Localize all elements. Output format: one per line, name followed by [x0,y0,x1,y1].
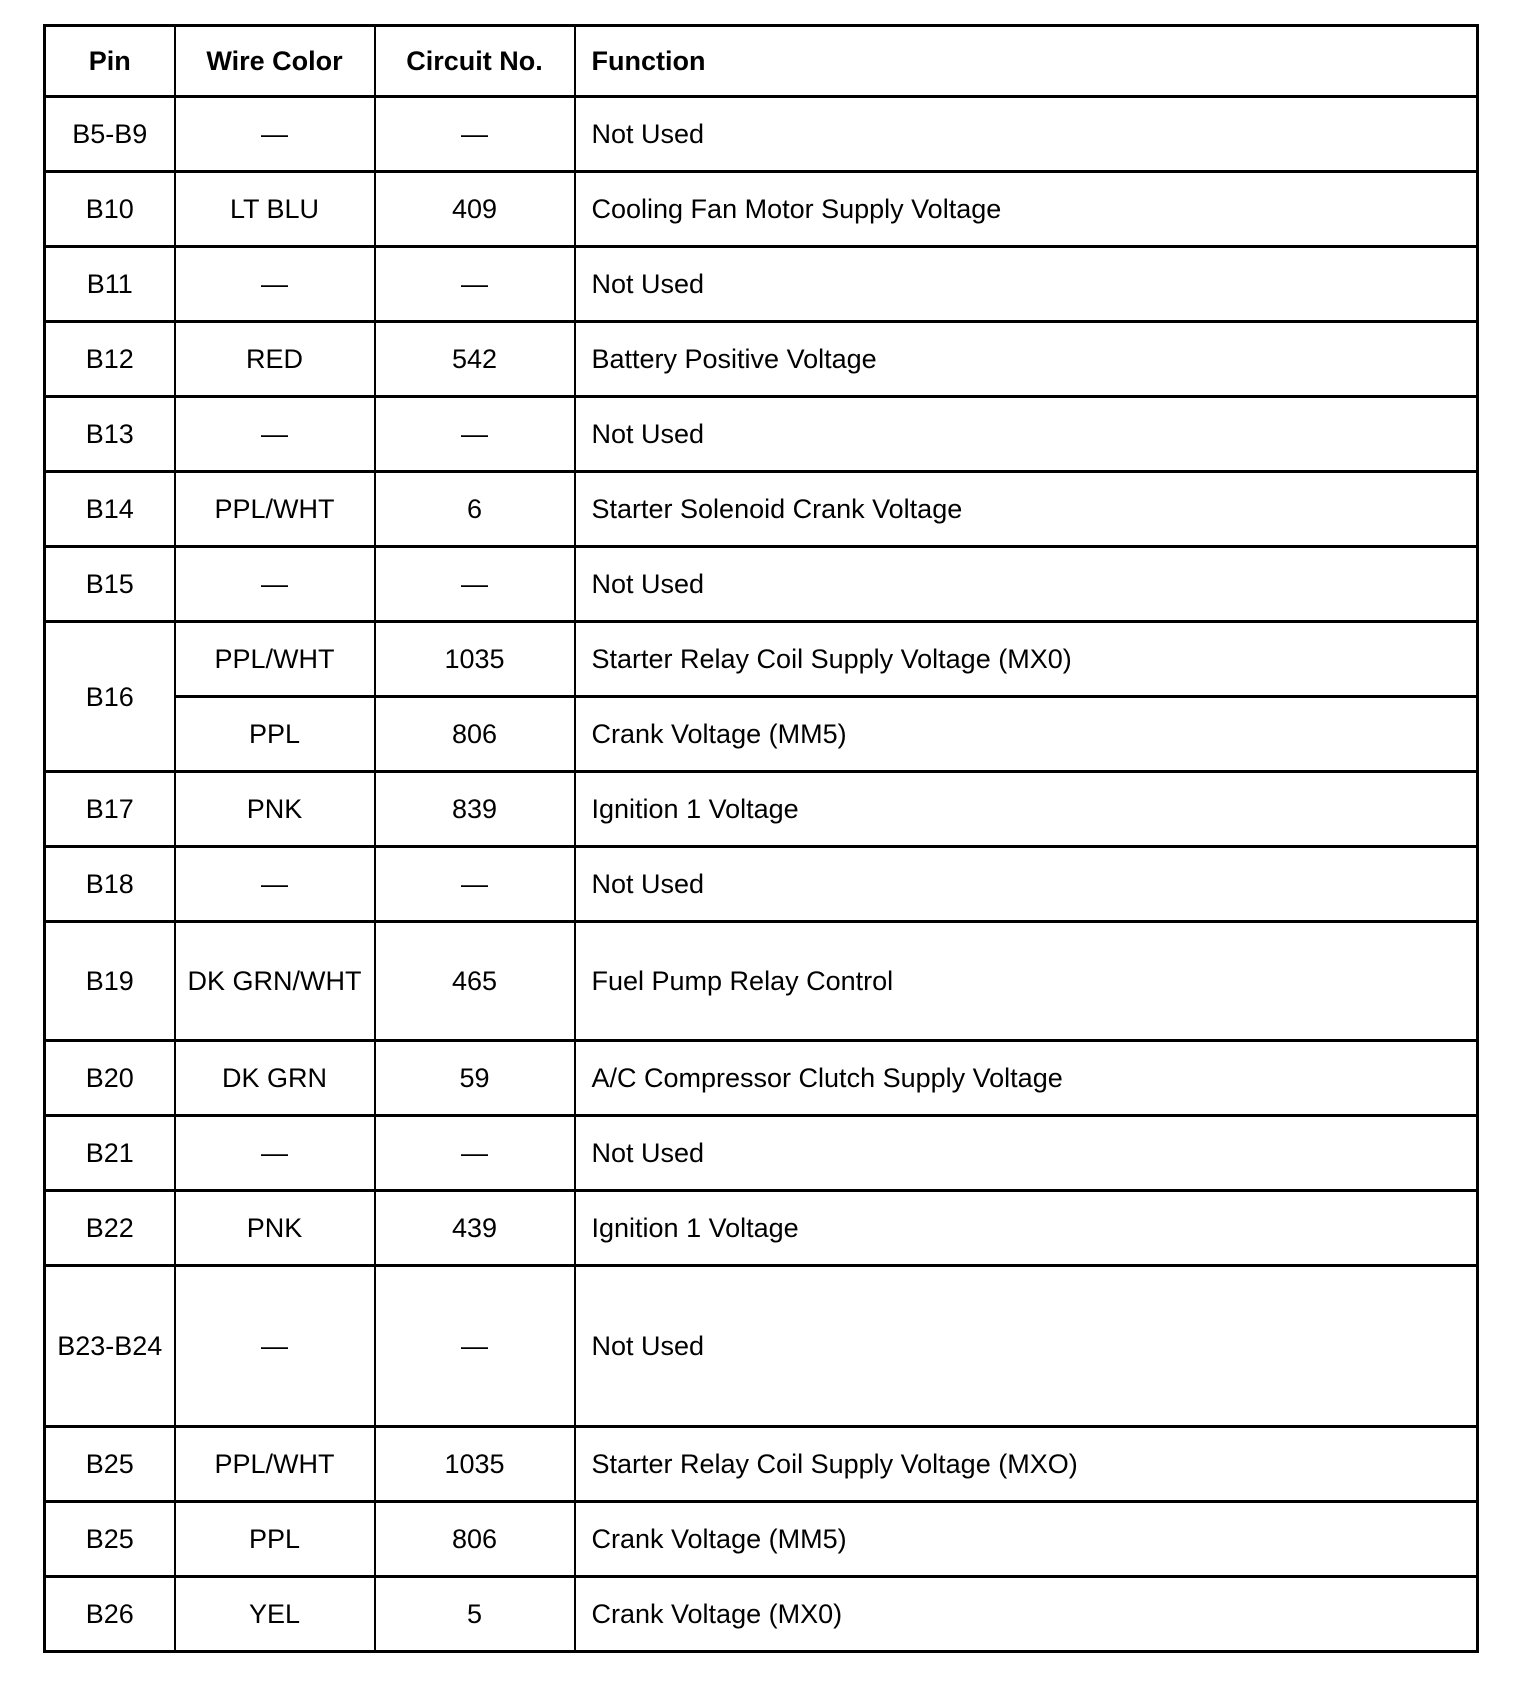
table-row [45,97,1478,172]
function-cell: Starter Relay Coil Supply Voltage (MXO) [575,1427,1478,1502]
function-cell: Not Used [575,97,1478,172]
wire-color-cell: PPL/WHT [175,1427,375,1502]
table-row [45,1041,1478,1116]
wire-color-cell: PPL [175,697,375,772]
circuit-no-cell: 5 [375,1577,575,1652]
circuit-no-cell: — [375,397,575,472]
wire-color-cell: — [175,1116,375,1191]
circuit-no-cell: 839 [375,772,575,847]
function-cell: Not Used [575,397,1478,472]
circuit-no-cell: — [375,1266,575,1427]
function-cell: Cooling Fan Motor Supply Voltage [575,172,1478,247]
circuit-no-cell: 806 [375,697,575,772]
pin-cell: B22 [45,1191,175,1266]
header-circuit-no: Circuit No. [375,26,575,97]
function-cell: Crank Voltage (MM5) [575,1502,1478,1577]
function-cell: Crank Voltage (MX0) [575,1577,1478,1652]
wire-color-cell: PNK [175,772,375,847]
circuit-no-cell: — [375,547,575,622]
table-row [45,772,1478,847]
circuit-no-cell: 542 [375,322,575,397]
function-cell: Not Used [575,547,1478,622]
pin-cell: B10 [45,172,175,247]
pin-cell: B12 [45,322,175,397]
table-row [45,1502,1478,1577]
table-row [45,1116,1478,1191]
pin-cell: B14 [45,472,175,547]
table-row [45,697,1478,772]
circuit-no-cell: 806 [375,1502,575,1577]
pin-cell: B25 [45,1427,175,1502]
pin-cell: B16 [45,622,175,772]
connector-pinout-table [43,24,1479,1653]
circuit-no-cell: 439 [375,1191,575,1266]
function-cell: Ignition 1 Voltage [575,772,1478,847]
table-row [45,1266,1478,1427]
wire-color-cell: — [175,547,375,622]
table-row [45,547,1478,622]
pin-cell: B17 [45,772,175,847]
wire-color-cell: PNK [175,1191,375,1266]
table-row [45,1191,1478,1266]
function-cell: A/C Compressor Clutch Supply Voltage [575,1041,1478,1116]
wire-color-cell: — [175,247,375,322]
pin-cell: B25 [45,1502,175,1577]
wire-color-cell: — [175,97,375,172]
function-cell: Battery Positive Voltage [575,322,1478,397]
table-row [45,247,1478,322]
wire-color-cell: PPL/WHT [175,622,375,697]
circuit-no-cell: 409 [375,172,575,247]
pin-cell: B21 [45,1116,175,1191]
pin-cell: B5-B9 [45,97,175,172]
function-cell: Not Used [575,847,1478,922]
wire-color-cell: PPL/WHT [175,472,375,547]
pin-cell: B23-B24 [45,1266,175,1427]
table-row [45,322,1478,397]
header-pin: Pin [45,26,175,97]
circuit-no-cell: 59 [375,1041,575,1116]
function-cell: Starter Solenoid Crank Voltage [575,472,1478,547]
table-row [45,472,1478,547]
wire-color-cell: YEL [175,1577,375,1652]
pin-cell: B18 [45,847,175,922]
circuit-no-cell: — [375,1116,575,1191]
wire-color-cell: RED [175,322,375,397]
table-row [45,847,1478,922]
circuit-no-cell: 6 [375,472,575,547]
wire-color-cell: — [175,1266,375,1427]
wire-color-cell: — [175,847,375,922]
function-cell: Not Used [575,1116,1478,1191]
wire-color-cell: LT BLU [175,172,375,247]
table-row [45,397,1478,472]
function-cell: Crank Voltage (MM5) [575,697,1478,772]
function-cell: Not Used [575,247,1478,322]
pin-cell: B13 [45,397,175,472]
table-header-row [45,26,1478,97]
header-function: Function [575,26,1478,97]
circuit-no-cell: 1035 [375,622,575,697]
table-row [45,1427,1478,1502]
pin-cell: B19 [45,922,175,1041]
pin-cell: B26 [45,1577,175,1652]
wire-color-cell: — [175,397,375,472]
circuit-no-cell: — [375,247,575,322]
pin-cell: B11 [45,247,175,322]
table-row [45,922,1478,1041]
header-wire-color: Wire Color [175,26,375,97]
function-cell: Fuel Pump Relay Control [575,922,1478,1041]
wire-color-cell: DK GRN [175,1041,375,1116]
function-cell: Ignition 1 Voltage [575,1191,1478,1266]
function-cell: Not Used [575,1266,1478,1427]
table-row [45,622,1478,697]
pin-cell: B15 [45,547,175,622]
function-cell: Starter Relay Coil Supply Voltage (MX0) [575,622,1478,697]
wire-color-cell: DK GRN/WHT [175,922,375,1041]
pin-cell: B20 [45,1041,175,1116]
circuit-no-cell: — [375,97,575,172]
circuit-no-cell: 465 [375,922,575,1041]
table-row [45,1577,1478,1652]
circuit-no-cell: — [375,847,575,922]
table-row [45,172,1478,247]
wire-color-cell: PPL [175,1502,375,1577]
circuit-no-cell: 1035 [375,1427,575,1502]
